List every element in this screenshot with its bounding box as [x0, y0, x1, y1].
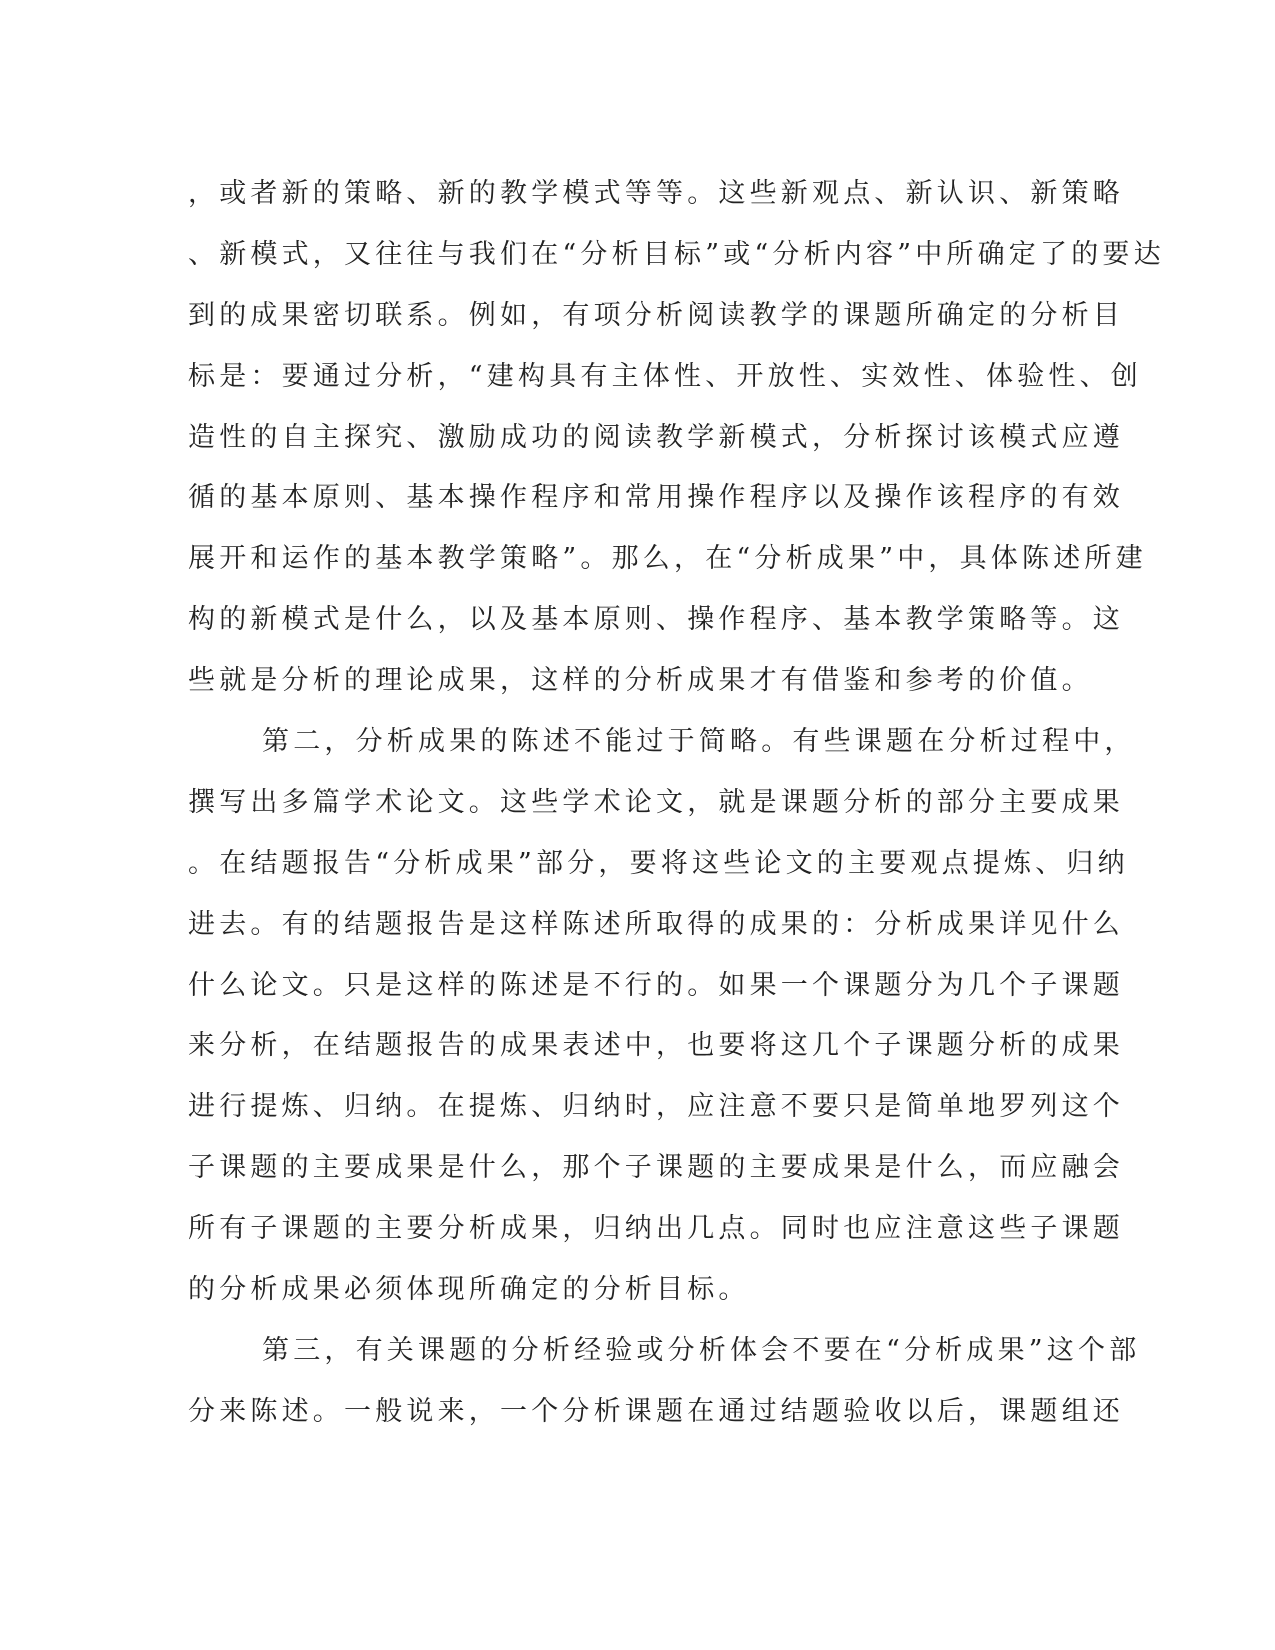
- text-line: 展开和运作的基本教学策略”。那么，在“分析成果”中，具体陈述所建: [188, 543, 1147, 575]
- text-line: 所有子课题的主要分析成果，归纳出几点。同时也应注意这些子课题: [188, 1213, 1124, 1245]
- paragraph-start-line: 第二，分析成果的陈述不能过于简略。有些课题在分析过程中，: [262, 726, 1136, 758]
- paragraph-start-line: 第三，有关课题的分析经验或分析体会不要在“分析成果”这个部: [262, 1334, 1141, 1366]
- text-line: 进行提炼、归纳。在提炼、归纳时，应注意不要只是简单地罗列这个: [188, 1091, 1124, 1123]
- text-line: 什么论文。只是这样的陈述是不行的。如果一个课题分为几个子课题: [188, 969, 1124, 1001]
- text-line: 撰写出多篇学术论文。这些学术论文，就是课题分析的部分主要成果: [188, 786, 1124, 818]
- text-line: ，或者新的策略、新的教学模式等等。这些新观点、新认识、新策略: [188, 178, 1124, 209]
- text-line: 标是：要通过分析，“建构具有主体性、开放性、实效性、体验性、创: [188, 360, 1143, 392]
- text-line: 、新模式，又往往与我们在“分析目标”或“分析内容”中所确定了的要达: [188, 238, 1165, 270]
- text-line: 的分析成果必须体现所确定的分析目标。: [188, 1274, 750, 1306]
- text-line: 构的新模式是什么，以及基本原则、操作程序、基本教学策略等。这: [188, 604, 1124, 636]
- document-body: [188, 164, 1165, 1443]
- text-line: 到的成果密切联系。例如，有项分析阅读教学的课题所确定的分析目: [188, 299, 1124, 331]
- text-line: 循的基本原则、基本操作程序和常用操作程序以及操作该程序的有效: [188, 482, 1124, 514]
- text-line: 。在结题报告“分析成果”部分，要将这些论文的主要观点提炼、归纳: [188, 847, 1129, 879]
- text-line: 些就是分析的理论成果，这样的分析成果才有借鉴和参考的价值。: [188, 665, 1093, 697]
- text-line: 来分析，在结题报告的成果表述中，也要将这几个子课题分析的成果: [188, 1030, 1124, 1062]
- text-line: 子课题的主要成果是什么，那个子课题的主要成果是什么，而应融会: [188, 1152, 1124, 1184]
- text-line: 进去。有的结题报告是这样陈述所取得的成果的：分析成果详见什么: [188, 908, 1124, 940]
- text-line: 分来陈述。一般说来，一个分析课题在通过结题验收以后，课题组还: [188, 1395, 1124, 1427]
- text-line: 造性的自主探究、激励成功的阅读教学新模式，分析探讨该模式应遵: [188, 421, 1124, 453]
